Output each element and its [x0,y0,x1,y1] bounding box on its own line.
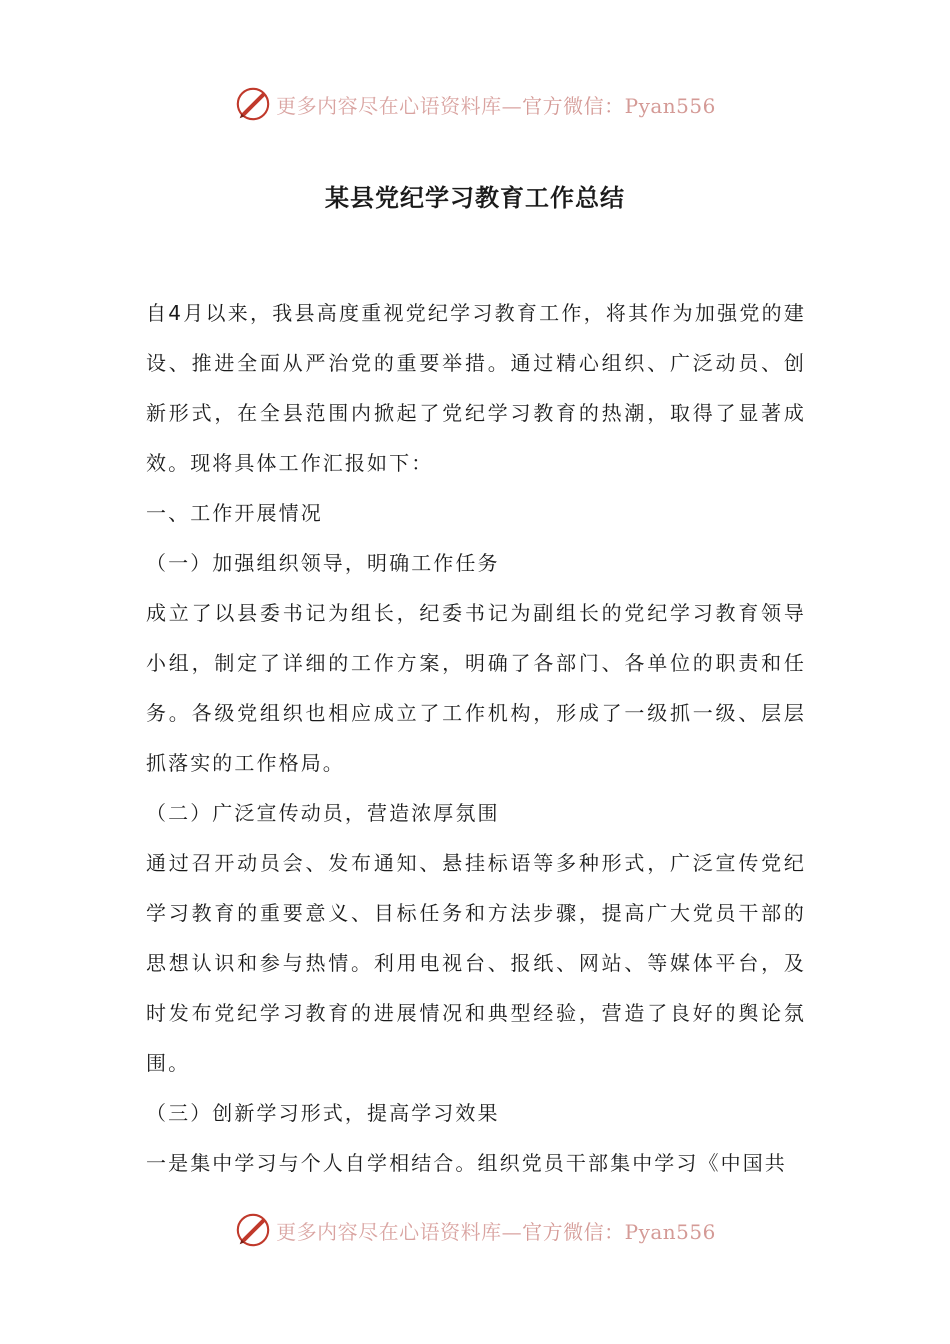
subsection-heading-3: （三）创新学习形式，提高学习效果 [146,1101,500,1125]
subsection-heading-2: （二）广泛宣传动员，营造浓厚氛围 [146,801,500,825]
section-heading-1: 一、工作开展情况 [146,501,323,525]
document-title: 某县党纪学习教育工作总结 [325,183,625,212]
pen-logo-icon [234,85,272,123]
footer-banner [0,1210,950,1250]
pen-logo-icon [234,1211,272,1249]
banner-text: 更多内容尽在心语资料库—官方微信：Pyan556 [276,1219,716,1244]
paragraph-intro: 自4月以来，我县高度重视党纪学习教育工作，将其作为加强党的建设、推进全面从严治党的重要举措。通过精心组织、广泛动员、创新形式，在全县范围内掀起了党纪学习教育的热潮，取得了显著成效。现将具体工作汇报如下： [146,301,806,475]
paragraph-3: 一是集中学习与个人自学相结合。组织党员干部集中学习《中国共 [146,1151,787,1175]
paragraph-2: 通过召开动员会、发布通知、悬挂标语等多种形式，广泛宣传党纪学习教育的重要意义、目标任务和方法步骤，提高广大党员干部的思想认识和参与热情。利用电视台、报纸、网站、等媒体平台，及时发布党纪学习教育的进展情况和典型经验，营造了良好的舆论氛围。 [146,851,806,1075]
subsection-heading-1: （一）加强组织领导，明确工作任务 [146,551,500,575]
paragraph-1: 成立了以县委书记为组长，纪委书记为副组长的党纪学习教育领导小组，制定了详细的工作方案，明确了各部门、各单位的职责和任务。各级党组织也相应成立了工作机构，形成了一级抓一级、层层抓落实的工作格局。 [146,601,806,775]
document-body [146,288,806,1188]
header-banner [0,84,950,124]
banner-text: 更多内容尽在心语资料库—官方微信：Pyan556 [276,93,716,118]
banner-wechat: 官方微信：Pyan556 [522,93,716,118]
banner-wechat: 官方微信：Pyan556 [522,1219,716,1244]
